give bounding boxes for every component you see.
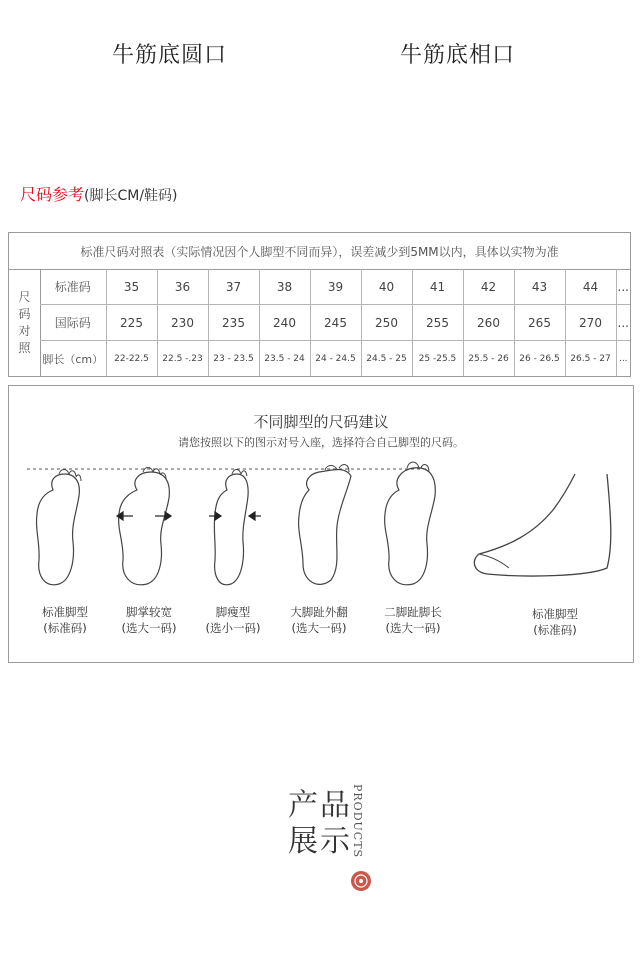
foot-caption-name: 二脚趾脚长: [384, 605, 442, 619]
toe-round-label: 牛筋底圆口: [112, 43, 228, 68]
size-chart-cell: 40: [361, 269, 412, 305]
size-chart-heading: 标准尺码对照表（实际情况因个人脚型不同而异），误差减少到5MM以内，具体以实物为准: [9, 233, 630, 270]
foot-bunion-icon: [299, 470, 351, 585]
foot-caption-advice: (选大一码): [291, 621, 347, 635]
side-char: 照: [18, 340, 31, 355]
foot-type-advice-panel: [8, 385, 634, 663]
size-chart-cell: ...: [616, 305, 630, 341]
size-chart-cell: 24 - 24.5: [310, 341, 361, 377]
size-chart-cell: 35: [106, 269, 157, 305]
size-chart-cell: ...: [618, 353, 628, 364]
size-reference-note: (脚长CM/鞋码): [84, 188, 178, 204]
foot-caption-name: 脚瘦型: [215, 605, 251, 619]
foot-caption: [363, 604, 463, 636]
size-chart-cell: 225: [106, 305, 157, 341]
size-chart-side-label: [9, 269, 41, 376]
products-char: 产: [288, 788, 318, 823]
foot-side-view-icon: [474, 474, 610, 576]
seal-icon: [350, 870, 372, 892]
size-chart-cell: 37: [208, 269, 259, 305]
size-chart-cell: 265: [514, 305, 565, 341]
products-char: 展: [288, 824, 318, 859]
size-chart-cell: 255: [412, 305, 463, 341]
side-char: 尺: [18, 289, 31, 304]
foot-caption: [183, 604, 283, 636]
size-chart-cell: 42: [463, 269, 514, 305]
size-chart-row: [40, 305, 630, 341]
size-chart-cell: 235: [208, 305, 259, 341]
products-char: 示: [320, 824, 350, 859]
side-char: 码: [18, 306, 31, 321]
size-chart-row: [40, 341, 630, 377]
size-chart-row-label: 标准码: [40, 269, 106, 305]
size-chart-cell: 270: [565, 305, 616, 341]
size-chart-cell: 26 - 26.5: [514, 341, 565, 377]
size-chart: [8, 232, 631, 377]
size-chart-cell: 43: [514, 269, 565, 305]
size-chart-cell: ...: [616, 269, 630, 305]
foot-type-illustrations: [9, 456, 633, 596]
size-chart-grid: [40, 269, 630, 376]
size-chart-cell: 260: [463, 305, 514, 341]
foot-long-second-toe-icon: [385, 468, 436, 585]
size-chart-cell: 26.5 - 27: [565, 341, 616, 377]
size-chart-cell: 41: [412, 269, 463, 305]
foot-slim-icon: [214, 474, 248, 585]
size-chart-row-label: 脚长（cm）: [40, 341, 106, 377]
size-chart-row: [40, 269, 630, 305]
size-chart-cell: 23 - 23.5: [208, 341, 259, 377]
products-char: 品: [320, 788, 350, 823]
foot-caption: [269, 604, 369, 636]
size-chart-cell: 230: [157, 305, 208, 341]
foot-caption-name: 大脚趾外翻: [290, 605, 348, 619]
size-chart-row-label: 国际码: [40, 305, 106, 341]
advice-subtitle: 请您按照以下的图示对号入座，选择符合自己脚型的尺码。: [178, 436, 464, 449]
products-english-label: PRODUCTS: [351, 784, 364, 859]
size-chart-cell: 39: [310, 269, 361, 305]
size-chart-cell: 36: [157, 269, 208, 305]
foot-caption-advice: (标准码): [43, 621, 87, 635]
size-chart-cell: 22-22.5: [106, 341, 157, 377]
size-chart-cell: 44: [565, 269, 616, 305]
foot-wide-icon: [119, 472, 170, 585]
size-chart-cell: 38: [259, 269, 310, 305]
foot-caption-advice: (选大一码): [121, 621, 177, 635]
size-chart-cell: 245: [310, 305, 361, 341]
foot-standard-icon: [37, 474, 80, 585]
foot-caption-advice: (选大一码): [385, 621, 441, 635]
size-chart-cell: 23.5 - 24: [259, 341, 310, 377]
foot-caption: [505, 606, 605, 638]
foot-caption-advice: (选小一码): [205, 621, 261, 635]
side-char: 对: [18, 323, 31, 338]
advice-title: 不同脚型的尺码建议: [253, 413, 389, 431]
foot-caption-name: 标准脚型: [532, 607, 578, 621]
foot-caption-name: 标准脚型: [42, 605, 88, 619]
size-chart-cell: 25 -25.5: [412, 341, 463, 377]
toe-square-label: 牛筋底相口: [400, 43, 516, 68]
size-chart-cell: 25.5 - 26: [463, 341, 514, 377]
size-chart-cell: 24.5 - 25: [361, 341, 412, 377]
size-chart-cell: 240: [259, 305, 310, 341]
foot-caption-advice: (标准码): [533, 623, 577, 637]
size-chart-cell: 22.5 -.23: [157, 341, 208, 377]
foot-caption-name: 脚掌较宽: [126, 605, 172, 619]
size-chart-cell: 250: [361, 305, 412, 341]
size-reference-label: 尺码参考: [20, 185, 85, 204]
size-reference-title: [20, 182, 178, 205]
